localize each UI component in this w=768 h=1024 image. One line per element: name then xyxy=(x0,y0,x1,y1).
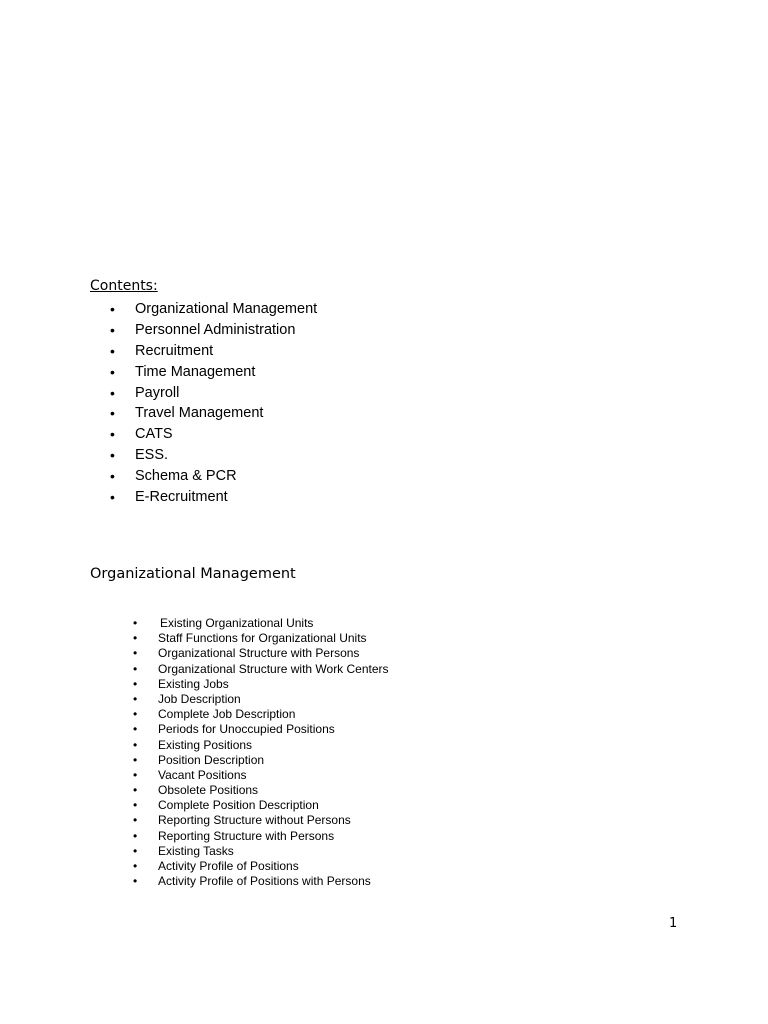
contents-item: • Schema & PCR xyxy=(110,466,317,487)
contents-item: • Personnel Administration xyxy=(110,320,317,341)
om-list-item: • Position Description xyxy=(133,753,389,768)
om-list-item: • Complete Position Description xyxy=(133,798,389,813)
om-list-item: • Organizational Structure with Persons xyxy=(133,646,389,661)
organizational-management-list xyxy=(133,616,389,889)
contents-list xyxy=(110,299,317,508)
contents-item: • Travel Management xyxy=(110,403,317,424)
om-list-item: • Job Description xyxy=(133,692,389,707)
contents-item: • E-Recruitment xyxy=(110,487,317,508)
contents-item: • Time Management xyxy=(110,362,317,383)
om-list-item: • Organizational Structure with Work Centers xyxy=(133,662,389,677)
om-list-item: • Reporting Structure with Persons xyxy=(133,829,389,844)
om-list-item: • Periods for Unoccupied Positions xyxy=(133,722,389,737)
om-list-item: • Existing Positions xyxy=(133,738,389,753)
section-heading-organizational-management: Organizational Management xyxy=(90,566,296,582)
om-list-item: • Vacant Positions xyxy=(133,768,389,783)
om-list-item: • Complete Job Description xyxy=(133,707,389,722)
om-list-item: • Staff Functions for Organizational Units xyxy=(133,631,389,646)
om-list-item: • Activity Profile of Positions xyxy=(133,859,389,874)
om-list-item: • Reporting Structure without Persons xyxy=(133,813,389,828)
contents-item: • CATS xyxy=(110,424,317,445)
om-list-item: • Obsolete Positions xyxy=(133,783,389,798)
om-list-item: • Existing Jobs xyxy=(133,677,389,692)
page-number: 1 xyxy=(669,916,678,931)
om-list-item: • Activity Profile of Positions with Persons xyxy=(133,874,389,889)
contents-item: • Payroll xyxy=(110,383,317,404)
contents-heading: Contents: xyxy=(90,278,158,294)
contents-item: • Organizational Management xyxy=(110,299,317,320)
om-list-item: • Existing Organizational Units xyxy=(133,616,389,631)
contents-item: • ESS. xyxy=(110,445,317,466)
om-list-item: • Existing Tasks xyxy=(133,844,389,859)
contents-item: • Recruitment xyxy=(110,341,317,362)
